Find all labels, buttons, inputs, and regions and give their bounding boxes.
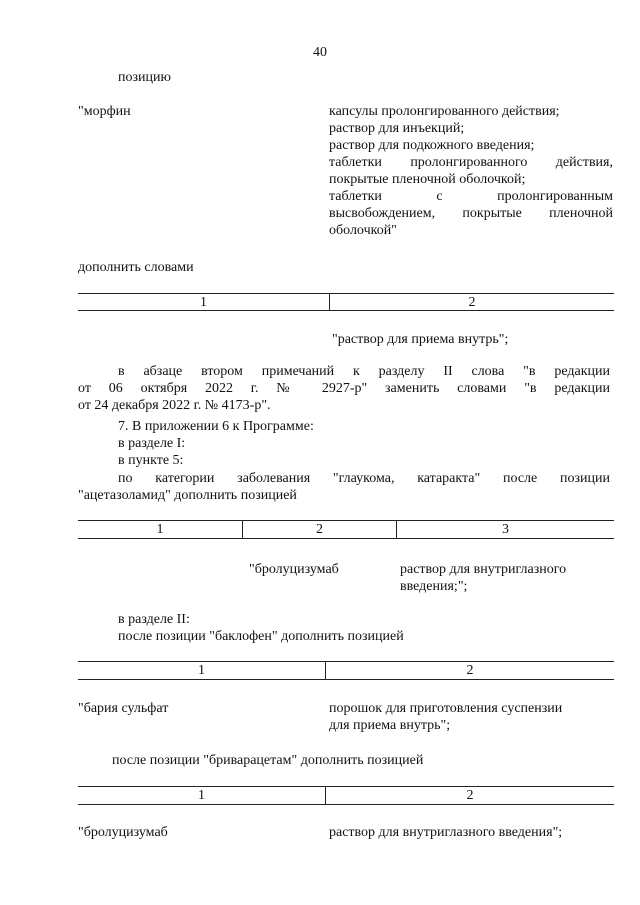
column-number: 2 [468, 295, 476, 310]
column-number: 2 [466, 788, 474, 803]
point-label: в пункте 5: [118, 453, 184, 468]
dosage-form-line: таблетки пролонгированного действия, [329, 155, 613, 170]
column-number: 1 [200, 295, 207, 310]
paragraph-line: "ацетазоламид" дополнить позицией [78, 488, 297, 503]
paragraph-line: от 24 декабря 2022 г. № 4173-р". [78, 398, 271, 413]
dosage-form-line: таблетки с пролонгированным [329, 189, 613, 204]
dosage-form-line: раствор для подкожного введения; [329, 138, 535, 153]
barium-form [329, 700, 613, 734]
dosage-form-line: капсулы пролонгированного действия; [329, 104, 560, 119]
column-number: 2 [316, 522, 323, 537]
add-words-label: дополнить словами [78, 260, 194, 275]
column-number: 1 [198, 788, 205, 803]
column-number: 3 [502, 522, 509, 537]
paragraph-line: от 06 октября 2022 г. № 2927-р" заменить словами "в редакции [78, 381, 610, 396]
section-label: в разделе II: [118, 612, 190, 627]
drug-name-barium: "бария сульфат [78, 701, 169, 716]
column-number: 1 [156, 522, 164, 537]
column-number: 1 [198, 663, 205, 678]
note-paragraph [78, 363, 610, 414]
glaucoma-paragraph [78, 470, 610, 504]
dosage-form-line: оболочкой" [329, 223, 397, 238]
dosage-form-line: раствор для внутриглазного [400, 562, 567, 577]
dosage-form-line: порошок для приготовления суспензии [329, 701, 563, 716]
morphine-forms [329, 103, 613, 239]
paragraph-line: по категории заболевания "глаукома, катаракта" после позиции [118, 471, 610, 486]
drug-name-morphine: "морфин [78, 104, 131, 119]
dosage-form-line: раствор для внутриглазного введения"; [329, 825, 563, 840]
dosage-form-line: высвобождением, покрытые пленочной [329, 206, 613, 221]
column-number: 2 [466, 663, 474, 678]
drug-name-brolucizumab: "бролуцизумаб [78, 825, 168, 840]
drug-name-brolucizumab: "бролуцизумаб [249, 562, 339, 577]
appendix-item: 7. В приложении 6 к Программе: [118, 419, 314, 434]
dosage-form-line: введения;"; [400, 579, 468, 594]
dosage-form-line: покрытые пленочной оболочкой; [329, 172, 526, 187]
page-number: 40 [313, 45, 327, 60]
section-label: в разделе I: [118, 436, 186, 451]
intro-label: позицию [118, 70, 171, 85]
instruction-label: после позиции "баклофен" дополнить позицией [118, 629, 404, 644]
paragraph-line: в абзаце втором примечаний к разделу II слова "в редакции [118, 364, 610, 379]
dosage-form-line: для приема внутрь"; [329, 718, 451, 733]
instruction-label: после позиции "бриварацетам" дополнить позицией [112, 753, 424, 768]
dosage-form-line: раствор для инъекций; [329, 121, 465, 136]
added-words: "раствор для приема внутрь"; [332, 332, 509, 347]
brolucizumab-form [400, 561, 614, 595]
